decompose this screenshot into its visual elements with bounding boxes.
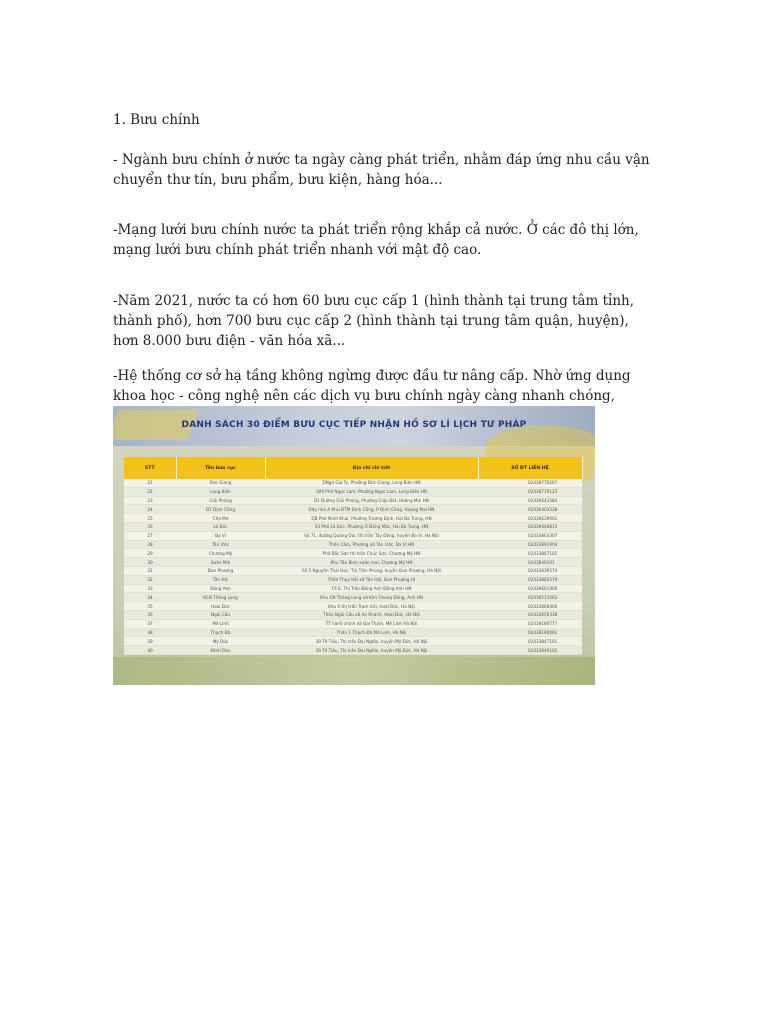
section-heading: 1. Bưu chính bbox=[113, 112, 200, 128]
column-header-stt: STT bbox=[124, 457, 176, 479]
table-row bbox=[124, 496, 582, 505]
table-row bbox=[124, 610, 582, 619]
cell-name: Chương Mỹ bbox=[176, 549, 265, 558]
cell-stt: 24 bbox=[124, 505, 176, 514]
cell-name: Ba Vì bbox=[176, 531, 265, 540]
table-row bbox=[124, 479, 582, 487]
table-body bbox=[124, 479, 582, 654]
table-row bbox=[124, 566, 582, 575]
cell-phone: 02433660400 bbox=[478, 602, 582, 611]
table-row bbox=[124, 619, 582, 628]
cell-name: KCN Thăng Long bbox=[176, 593, 265, 602]
cell-phone: 02433639574 bbox=[478, 566, 582, 575]
cell-phone: 02433849102 bbox=[478, 646, 582, 655]
cell-name: ĐT Định Công bbox=[176, 505, 265, 514]
cell-phone: 02439515063 bbox=[478, 593, 582, 602]
table-row bbox=[124, 584, 582, 593]
cell-stt: 31 bbox=[124, 566, 176, 575]
cell-phone: 02436639061 bbox=[478, 514, 582, 523]
column-header-name: Tên bưu cục bbox=[176, 457, 265, 479]
cell-address: Phố Bắc Sơn thị trấn Chúc Sơn, Chương Mỹ HN bbox=[265, 549, 478, 558]
cell-name: Đức Giang bbox=[176, 479, 265, 487]
cell-stt: 38 bbox=[124, 628, 176, 637]
cell-name: Đan Phượng bbox=[176, 566, 265, 575]
cell-name: Thạch Đà bbox=[176, 628, 265, 637]
cell-phone: 02433867101 bbox=[478, 549, 582, 558]
cell-address: Khu Tân Bình xuân mai, Chương Mỹ HN bbox=[265, 558, 478, 567]
cell-phone: 02438180061 bbox=[478, 628, 582, 637]
cell-name: Tân Hội bbox=[176, 575, 265, 584]
post-office-list-image bbox=[113, 406, 595, 685]
cell-name: Ngải Cầu bbox=[176, 610, 265, 619]
table-row bbox=[124, 522, 582, 531]
cell-name: Giải Phóng bbox=[176, 496, 265, 505]
table-row bbox=[124, 602, 582, 611]
cell-stt: 23 bbox=[124, 496, 176, 505]
table-row bbox=[124, 558, 582, 567]
cell-address: Khu 6 thị trấn Trạm trôi, Hoài Đức, Hà Nội bbox=[265, 602, 478, 611]
table-row bbox=[124, 646, 582, 655]
table-row bbox=[124, 514, 582, 523]
cell-phone: 02433863307 bbox=[478, 531, 582, 540]
cell-address: Khu CN Thăng Long xã Kim Chung Đông, Anh HN bbox=[265, 593, 478, 602]
cell-stt: 29 bbox=[124, 549, 176, 558]
table-row bbox=[124, 540, 582, 549]
cell-name: Đông Anh bbox=[176, 584, 265, 593]
cell-stt: 36 bbox=[124, 610, 176, 619]
cell-name: Xuân Mai bbox=[176, 558, 265, 567]
cell-name: Tân Ước bbox=[176, 540, 265, 549]
cell-address: DNgõ Gia Ty, Phường Đức Giang, Long Biên HN bbox=[265, 479, 478, 487]
paragraph-postal-growth: - Ngành bưu chính ở nước ta ngày càng phát triển, nhằm đáp ứng nhu cầu vận chuyển thư tín, bưu phẩm, bưu kiện, hàng hóa... bbox=[113, 152, 650, 188]
cell-stt: 39 bbox=[124, 637, 176, 646]
cell-phone: 02438770123 bbox=[478, 487, 582, 496]
cell-name: Lò Đúc bbox=[176, 522, 265, 531]
cell-phone: 0243840101 bbox=[478, 558, 582, 567]
cell-stt: 37 bbox=[124, 619, 176, 628]
table-row bbox=[124, 593, 582, 602]
cell-address: B1 Đường Giải Phóng, Phường Giáp Bát, Hoàng Mai HN bbox=[265, 496, 478, 505]
cell-stt: 21 bbox=[124, 479, 176, 487]
table-header-row bbox=[124, 457, 582, 479]
cell-address: DB Phố Minh Khai, Phường Trương Định, Hai Bà Trưng, HN bbox=[265, 514, 478, 523]
cell-stt: 22 bbox=[124, 487, 176, 496]
cell-address: Số 5 Nguyễn Thái Học, Thị Trấn Phùng, huyện Đan Phượng, Hà Nội bbox=[265, 566, 478, 575]
cell-stt: 28 bbox=[124, 540, 176, 549]
table-row bbox=[124, 505, 582, 514]
cell-phone: 02439601900 bbox=[478, 584, 582, 593]
table-row bbox=[124, 575, 582, 584]
cell-phone: 02439448815 bbox=[478, 522, 582, 531]
table-row bbox=[124, 628, 582, 637]
cell-stt: 25 bbox=[124, 514, 176, 523]
post-office-table bbox=[124, 457, 583, 655]
column-header-phone: SỐ ĐT LIÊN HỆ bbox=[478, 457, 582, 479]
cell-address: 54 Phố Lò Đúc, Phường Ô Đống Mác, Hai Bà Trưng, HN bbox=[265, 522, 478, 531]
cell-name: Chợ Mơ bbox=[176, 514, 265, 523]
cell-name: Hoài Đức bbox=[176, 602, 265, 611]
paragraph-postal-infrastructure: -Hệ thống cơ sở hạ tầng không ngừng được đầu tư nâng cấp. Nhờ ứng dụng khoa học - công nghệ nên các dịch vụ bưu chính ngày càng nhanh chóng, bbox=[113, 368, 631, 404]
cell-stt: 30 bbox=[124, 558, 176, 567]
cell-stt: 32 bbox=[124, 575, 176, 584]
cell-name: Mê Linh bbox=[176, 619, 265, 628]
image-background-foliage bbox=[113, 657, 595, 685]
cell-address: Số 71, đường Quảng Oai, thị trấn Tây Đằng, huyện Ba Vì, Hà Nội bbox=[265, 531, 478, 540]
cell-address: Thôn Ngải Cầu xã An Khánh, Hoài Đức, Hà Nội bbox=[265, 610, 478, 619]
cell-stt: 35 bbox=[124, 602, 176, 611]
cell-stt: 27 bbox=[124, 531, 176, 540]
cell-name: Mỹ Đức bbox=[176, 637, 265, 646]
cell-address: 306 Phố Ngọc Lâm, Phường Ngọc Lâm, Long Biên HN bbox=[265, 487, 478, 496]
cell-address: Thôn 1 Thạch Đà Mê Linh, Hà Nội bbox=[265, 628, 478, 637]
cell-address: Thôn Cầm, Phương xã Tân Ước, Ba Vì HN bbox=[265, 540, 478, 549]
cell-phone: 02436643584 bbox=[478, 496, 582, 505]
cell-address: Thôn Thụy Hội xã Tân Hội, Đan Phượng HI bbox=[265, 575, 478, 584]
cell-name: Long Biên bbox=[176, 487, 265, 496]
cell-phone: 02438770267 bbox=[478, 479, 582, 487]
cell-phone: 02433891904 bbox=[478, 540, 582, 549]
paragraph-postal-statistics: -Năm 2021, nước ta có hơn 60 bưu cục cấp 1 (hình thành tại trung tâm tỉnh, thành phố), hơn 700 bưu cục cấp 2 (hình thành tại trung tâm quận, huyện), hơn 8.000 bưu điện - văn hóa xã... bbox=[113, 293, 635, 349]
image-title: DANH SÁCH 30 ĐIỂM BƯU CỤC TIẾP NHẬN HỒ SƠ LÍ LỊCH TƯ PHÁP bbox=[181, 420, 527, 430]
cell-stt: 33 bbox=[124, 584, 176, 593]
cell-address: Dãy nhà A Khu ĐTM Định Công, P Định Công, Hoàng Mai HN bbox=[265, 505, 478, 514]
table-row bbox=[124, 531, 582, 540]
table-row bbox=[124, 637, 582, 646]
cell-address: 39 Tế Tiêu, Thị trấn Đại Nghĩa, huyện Mỹ Đức, Hà Nội bbox=[265, 637, 478, 646]
table-row bbox=[124, 487, 582, 496]
cell-address: 39 Tế Tiêu, Thị trấn Đại Nghĩa, huyện Mỹ Đức, Hà Nội bbox=[265, 646, 478, 655]
cell-phone: 02433847101 bbox=[478, 637, 582, 646]
cell-address: Tổ 6, Thị Trấn Đông Anh Đông Anh HN bbox=[265, 584, 478, 593]
column-header-address: Địa chỉ chi tiết bbox=[265, 457, 478, 479]
cell-address: TT hành chính xã Đại Thịnh, Mê Linh Hà Nội bbox=[265, 619, 478, 628]
cell-phone: 02433883579 bbox=[478, 575, 582, 584]
cell-stt: 26 bbox=[124, 522, 176, 531]
cell-phone: 02438180777 bbox=[478, 619, 582, 628]
paragraph-postal-network: -Mạng lưới bưu chính nước ta phát triển rộng khắp cả nước. Ở các đô thị lớn, mạng lưới bưu chính phát triển nhanh với mật độ cao. bbox=[113, 222, 639, 258]
cell-stt: 34 bbox=[124, 593, 176, 602]
cell-stt: 40 bbox=[124, 646, 176, 655]
cell-phone: 02433659338 bbox=[478, 610, 582, 619]
cell-name: Kênh Đào bbox=[176, 646, 265, 655]
cell-phone: 02436403338 bbox=[478, 505, 582, 514]
table-row bbox=[124, 549, 582, 558]
